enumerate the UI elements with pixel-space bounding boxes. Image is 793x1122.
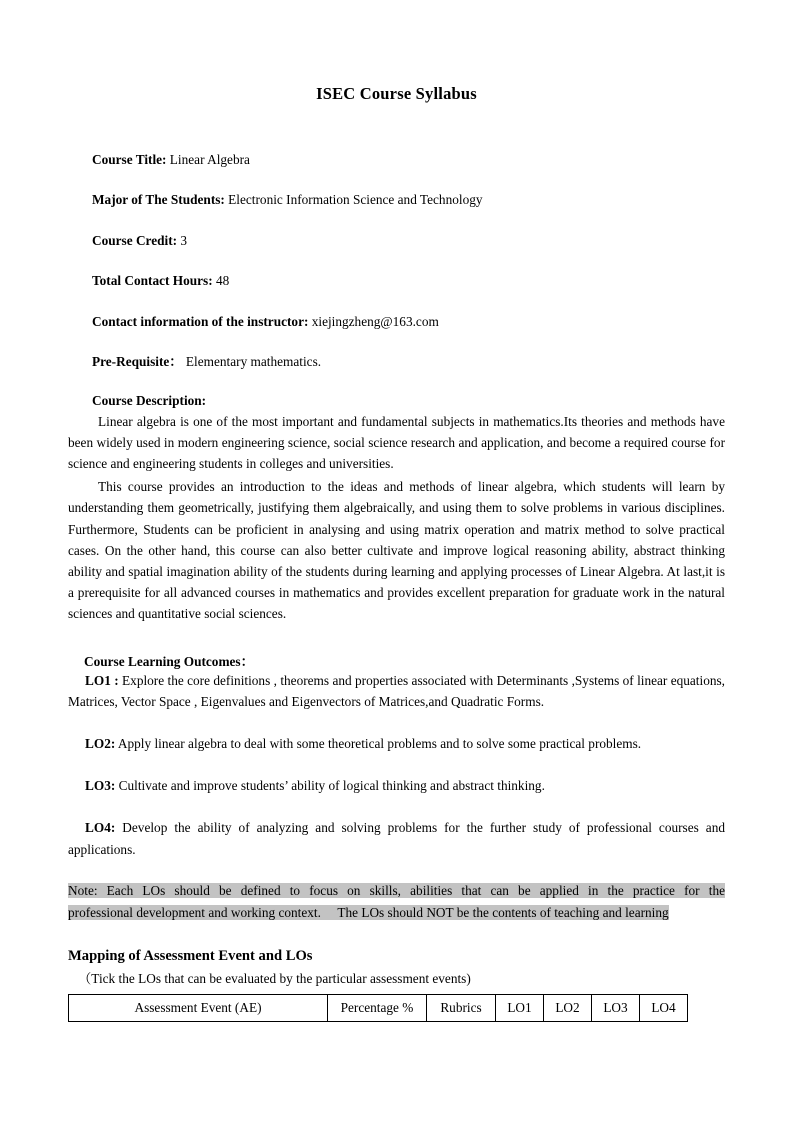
course-description-paragraph-1: Linear algebra is one of the most important and fundamental subjects in mathematics.Its theories and methods have been widely used in modern engineering science, social science research and application, and become a required course for science and engineering students in colleges and universities. [68,413,725,472]
learning-outcome-lo4-text: Develop the ability of analyzing and solving problems for the further study of professional courses and applications. [68,820,725,857]
meta-course-credit-value: 3 [177,232,188,248]
learning-outcome-lo1-text: Explore the core definitions , theorems and properties associated with Determinants ,Systems of linear equations, Matrices, Vector Space , Eigenvalues and Eigenvectors of Matrices,and Quadratic Forms. [68,672,725,709]
course-description-paragraph-2: This course provides an introduction to the ideas and methods of linear algebra, which students will learn by understanding them geometrically, justifying them algebraically, and using them to solve problems in various disciplines. Furthermore, Students can be proficient in analysing and using matrix operation and matrix method to solve practical cases. On the other hand, this course can also better cultivate and improve logical reasoning ability, abstract thinking ability and spatial imagination ability of the students during learning and applying processes of Linear Algebra. At last,it is a prerequisite for all advanced courses in mathematics and provides excellent preparation for graduate work in the natural sciences and quantitative social sciences. [68,479,725,622]
meta-course-title-value: Linear Algebra [166,152,250,167]
meta-total-contact-hours-value: 48 [212,273,230,289]
learning-outcome-lo2-text: Apply linear algebra to deal with some theoretical problems and to solve some practical problems. [115,736,642,752]
meta-total-contact-hours [68,271,725,291]
meta-pre-requisite-value: Elementary mathematics. [182,354,322,370]
assessment-mapping-table [68,994,688,1022]
note-line-2-text: professional development and working context. The LOs should NOT be the contents of teaching and learning [68,904,669,920]
meta-contact-information-value: xiejingzheng@163.com [308,313,439,329]
learning-outcome-lo3-tag: LO3: [85,778,116,794]
mapping-heading: Mapping of Assessment Event and LOs [68,947,313,964]
meta-major-value: Electronic Information Science and Technology [224,192,483,208]
column-header-lo1: LO1 [496,994,544,1021]
note-block [68,880,725,924]
meta-major-label: Major of The Students: [92,192,225,208]
mapping-subheading: （Tick the LOs that can be evaluated by the particular assessment events) [78,970,471,986]
column-header-lo3: LO3 [592,994,640,1021]
learning-outcome-lo2-tag: LO2: [85,736,116,752]
column-header-rubrics: Rubrics [427,994,496,1021]
column-header-percentage: Percentage % [328,994,427,1021]
column-header-assessment-event: Assessment Event (AE) [69,994,328,1021]
table-header-row [69,994,688,1021]
column-header-lo2: LO2 [544,994,592,1021]
note-line-2 [68,902,725,924]
meta-course-credit [68,231,725,251]
meta-major [68,190,725,210]
meta-pre-requisite [68,352,725,372]
learning-outcome-lo1 [68,670,725,712]
course-learning-outcomes-heading: Course Learning Outcomes： [84,653,254,669]
meta-contact-information [68,312,725,332]
learning-outcome-lo3 [68,754,725,796]
learning-outcome-lo2 [68,712,725,754]
course-meta-block [68,150,725,372]
learning-outcome-lo4 [68,796,725,859]
meta-pre-requisite-label: Pre-Requisite： [92,354,183,370]
column-header-lo4: LO4 [640,994,688,1021]
meta-total-contact-hours-label: Total Contact Hours: [92,273,213,289]
note-line-1 [68,880,725,902]
meta-course-title [68,150,725,170]
learning-outcome-lo4-tag: LO4: [85,820,116,836]
note-line-1-text: Note: Each LOs should be defined to focus on skills, abilities that can be applied in the practice for the [68,882,725,898]
meta-course-title-label: Course Title: [92,152,167,167]
meta-course-credit-label: Course Credit: [92,232,178,248]
course-description-heading: Course Description: [92,392,207,408]
page-title: ISEC Course Syllabus [316,84,477,103]
meta-contact-information-label: Contact information of the instructor: [92,313,309,329]
learning-outcome-lo1-tag: LO1 : [85,672,119,688]
learning-outcome-lo3-text: Cultivate and improve students’ ability of logical thinking and abstract thinking. [115,778,545,794]
